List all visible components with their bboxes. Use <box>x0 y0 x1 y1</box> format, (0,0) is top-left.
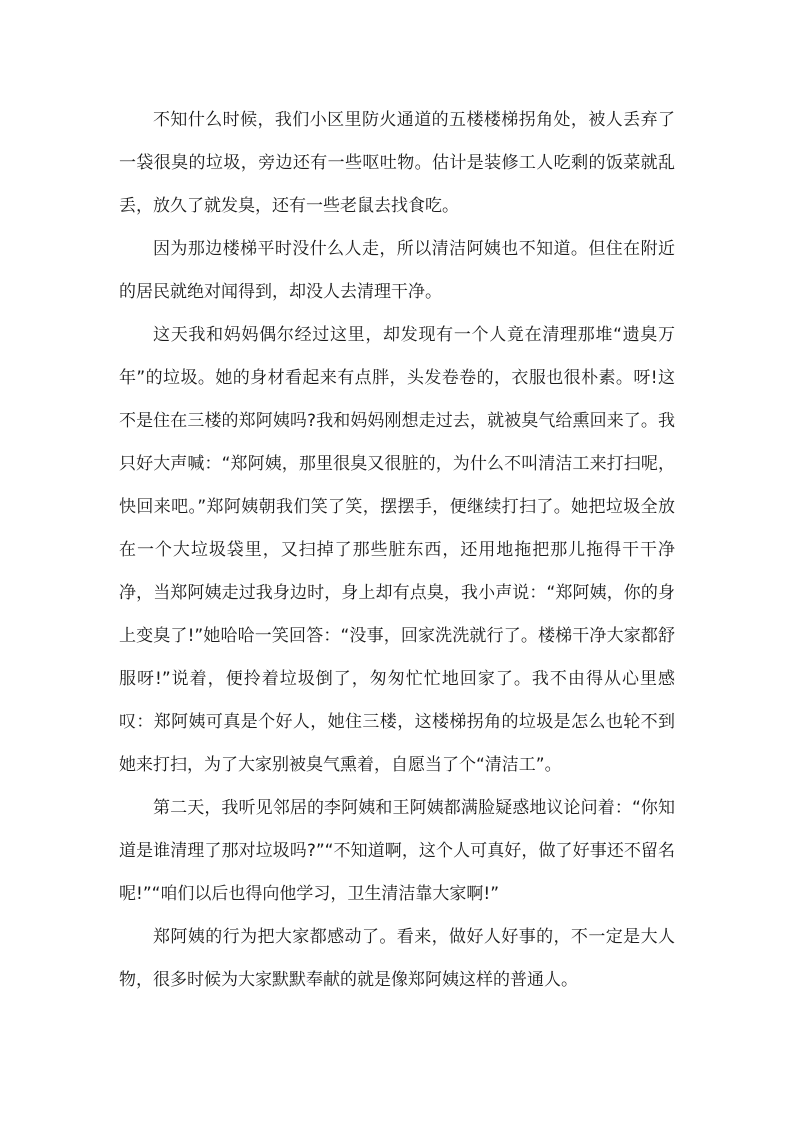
paragraph-4: 第二天，我听见邻居的李阿姨和王阿姨都满脸疑惑地议论问着：“你知道是谁清理了那对垃圾吗?”“不知道啊，这个人可真好，做了好事还不留名呢!”“咱们以后也得向他学习，卫生清洁靠大家啊!” <box>119 798 675 904</box>
paragraph-3: 这天我和妈妈偶尔经过这里，却发现有一个人竟在清理那堆“遗臭万年”的垃圾。她的身材看起来有点胖，头发卷卷的，衣服也很朴素。呀!这不是住在三楼的郑阿姨吗?我和妈妈刚想走过去，就被臭气给熏回来了。我只好大声喊：“郑阿姨，那里很臭又很脏的，为什么不叫清洁工来打扫呢，快回来吧。”郑阿姨朝我们笑了笑，摆摆手，便继续打扫了。她把垃圾全放在一个大垃圾袋里，又扫掉了那些脏东西，还用地拖把那儿拖得干干净净，当郑阿姨走过我身边时，身上却有点臭，我小声说：“郑阿姨，你的身上变臭了!”她哈哈一笑回答：“没事，回家洗洗就行了。楼梯干净大家都舒服呀!”说着，便拎着垃圾倒了，匆匆忙忙地回家了。我不由得从心里感叹：郑阿姨可真是个好人，她住三楼，这楼梯拐角的垃圾是怎么也轮不到她来打扫，为了大家别被臭气熏着，自愿当了个“清洁工”。 <box>119 325 675 775</box>
document-body <box>119 99 675 1002</box>
paragraph-5: 郑阿姨的行为把大家都感动了。看来，做好人好事的，不一定是大人物，很多时候为大家默默奉献的就是像郑阿姨这样的普通人。 <box>119 927 675 990</box>
paragraph-1: 不知什么时候，我们小区里防火通道的五楼楼梯拐角处，被人丢弃了一袋很臭的垃圾，旁边还有一些呕吐物。估计是装修工人吃剩的饭菜就乱丢，放久了就发臭，还有一些老鼠去找食吃。 <box>119 110 675 216</box>
paragraph-2: 因为那边楼梯平时没什么人走，所以清洁阿姨也不知道。但住在附近的居民就绝对闻得到，却没人去清理干净。 <box>119 239 675 302</box>
